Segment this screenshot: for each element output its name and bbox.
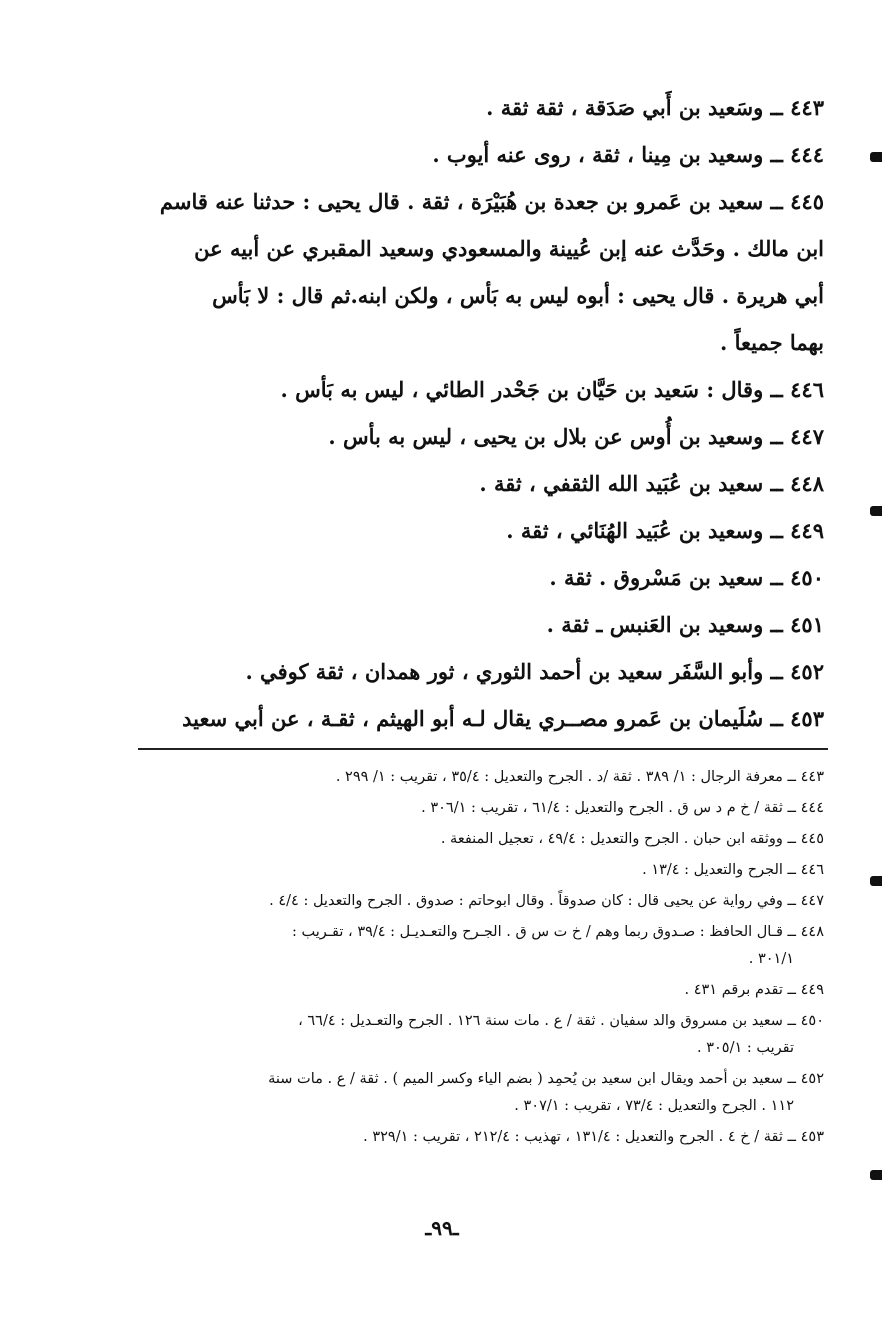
- footnote-450: [124, 1008, 824, 1062]
- entry-445-line-2: ابن مالك . وحَدَّث عنه إبن عُيينة والمسعودي وسعيد المقبري عن أبيه عن: [194, 236, 824, 261]
- entry-446: ٤٤٦ ــ وقال : سَعيد بن حَيَّان بن جَحْدر الطائي ، ليس به بَأس .: [280, 377, 824, 402]
- entry-447: ٤٤٧ ــ وسعيد بن أُوس عن بلال بن يحيى ، ليس به بأس .: [328, 424, 824, 449]
- entry-453: ٤٥٣ ــ سُلَيمان بن عَمرو مصــري يقال لـه أبو الهيثم ، ثقـة ، عن أبي سعيد: [182, 706, 824, 731]
- footnotes: [124, 764, 824, 1155]
- entry-444: ٤٤٤ ــ وسعيد بن مِينا ، ثقة ، روى عنه أيوب .: [432, 142, 824, 167]
- entry-445-line-4: بهما جميعاً .: [720, 330, 824, 355]
- footnote-452-line-2: ١١٢ . الجرح والتعديل : ٧٣/٤ ، تقريب : ٣٠٧/١ .: [514, 1098, 794, 1114]
- footnote-449: ٤٤٩ ــ تقدم برقم ٤٣١ .: [684, 982, 824, 998]
- footnote-444: ٤٤٤ ــ ثقة / خ م د س ق . الجرح والتعديل : ٦١/٤ ، تقريب : ٣٠٦/١ .: [421, 800, 824, 816]
- footnote-453: ٤٥٣ ــ ثقة / خ ٤ . الجرح والتعديل : ١٣١/٤ ، تهذيب : ٢١٢/٤ ، تقريب : ٣٢٩/١ .: [363, 1129, 824, 1145]
- entry-443: ٤٤٣ ــ وسَعيد بن أَبي صَدَقة ، ثقة ثقة .: [486, 95, 824, 120]
- binding-mark: [870, 152, 882, 162]
- entry-445-line-3: أبي هريرة . قال يحيى : أبوه ليس به بَأس ، ولكن ابنه.ثم قال : لا بَأس: [212, 283, 824, 308]
- main-text: [124, 84, 824, 742]
- footnote-452: [124, 1066, 824, 1120]
- binding-mark: [870, 1170, 882, 1180]
- page-number: ـ٩٩ـ: [425, 1216, 459, 1240]
- entry-450: ٤٥٠ ــ سعيد بن مَسْروق . ثقة .: [549, 565, 824, 590]
- entry-451: ٤٥١ ــ وسعيد بن العَنبس ـ ثقة .: [546, 612, 824, 637]
- entry-445-line-1: ٤٤٥ ــ سعيد بن عَمرو بن جعدة بن هُبَيْرَة ، ثقة . قال يحيى : حدثنا عنه قاسم: [159, 189, 824, 214]
- binding-mark: [870, 876, 882, 886]
- entry-448: ٤٤٨ ــ سعيد بن عُبَيد الله الثقفي ، ثقة .: [479, 471, 824, 496]
- footnote-452-line-1: ٤٥٢ ــ سعيد بن أحمد ويقال ابن سعيد بن يُحمِد ( بضم الياء وكسر الميم ) . ثقة / ع . مات سنة: [268, 1071, 824, 1087]
- entry-449: ٤٤٩ ــ وسعيد بن عُبَيد الهُنَائي ، ثقة .: [506, 518, 824, 543]
- footnote-448-line-1: ٤٤٨ ــ قـال الحافظ : صـدوق ربما وهم / خ ت س ق . الجـرح والتعـديـل : ٣٩/٤ ، تقـريب :: [292, 924, 824, 940]
- footnote-446: ٤٤٦ ــ الجرح والتعديل : ١٣/٤ .: [642, 862, 824, 878]
- footnote-443: ٤٤٣ ــ معرفة الرجال : ١/ ٣٨٩ . ثقة /د . الجرح والتعديل : ٣٥/٤ ، تقريب : ١/ ٢٩٩ .: [335, 769, 824, 785]
- footnote-445: ٤٤٥ ــ ووثقه ابن حبان . الجرح والتعديل : ٤٩/٤ ، تعجيل المنفعة .: [440, 831, 824, 847]
- footnote-450-line-1: ٤٥٠ ــ سعيد بن مسروق والد سفيان . ثقة / ع . مات سنة ١٢٦ . الجرح والتعـديل : ٦٦/٤ ،: [298, 1013, 824, 1029]
- entry-445: [124, 178, 824, 366]
- footnote-448-line-2: ٣٠١/١ .: [748, 951, 794, 967]
- entry-452: ٤٥٢ ــ وأبو السَّفَر سعيد بن أحمد الثوري ، ثور همدان ، ثقة كوفي .: [245, 659, 824, 684]
- footnote-450-line-2: تقريب : ٣٠٥/١ .: [696, 1040, 794, 1056]
- footnote-divider: [138, 748, 828, 750]
- footnote-447: ٤٤٧ ــ وفي رواية عن يحيى قال : كان صدوقاً . وقال ابوحاتم : صدوق . الجرح والتعديل : ٤/٤ .: [269, 893, 824, 909]
- binding-mark: [870, 506, 882, 516]
- footnote-448: [124, 919, 824, 973]
